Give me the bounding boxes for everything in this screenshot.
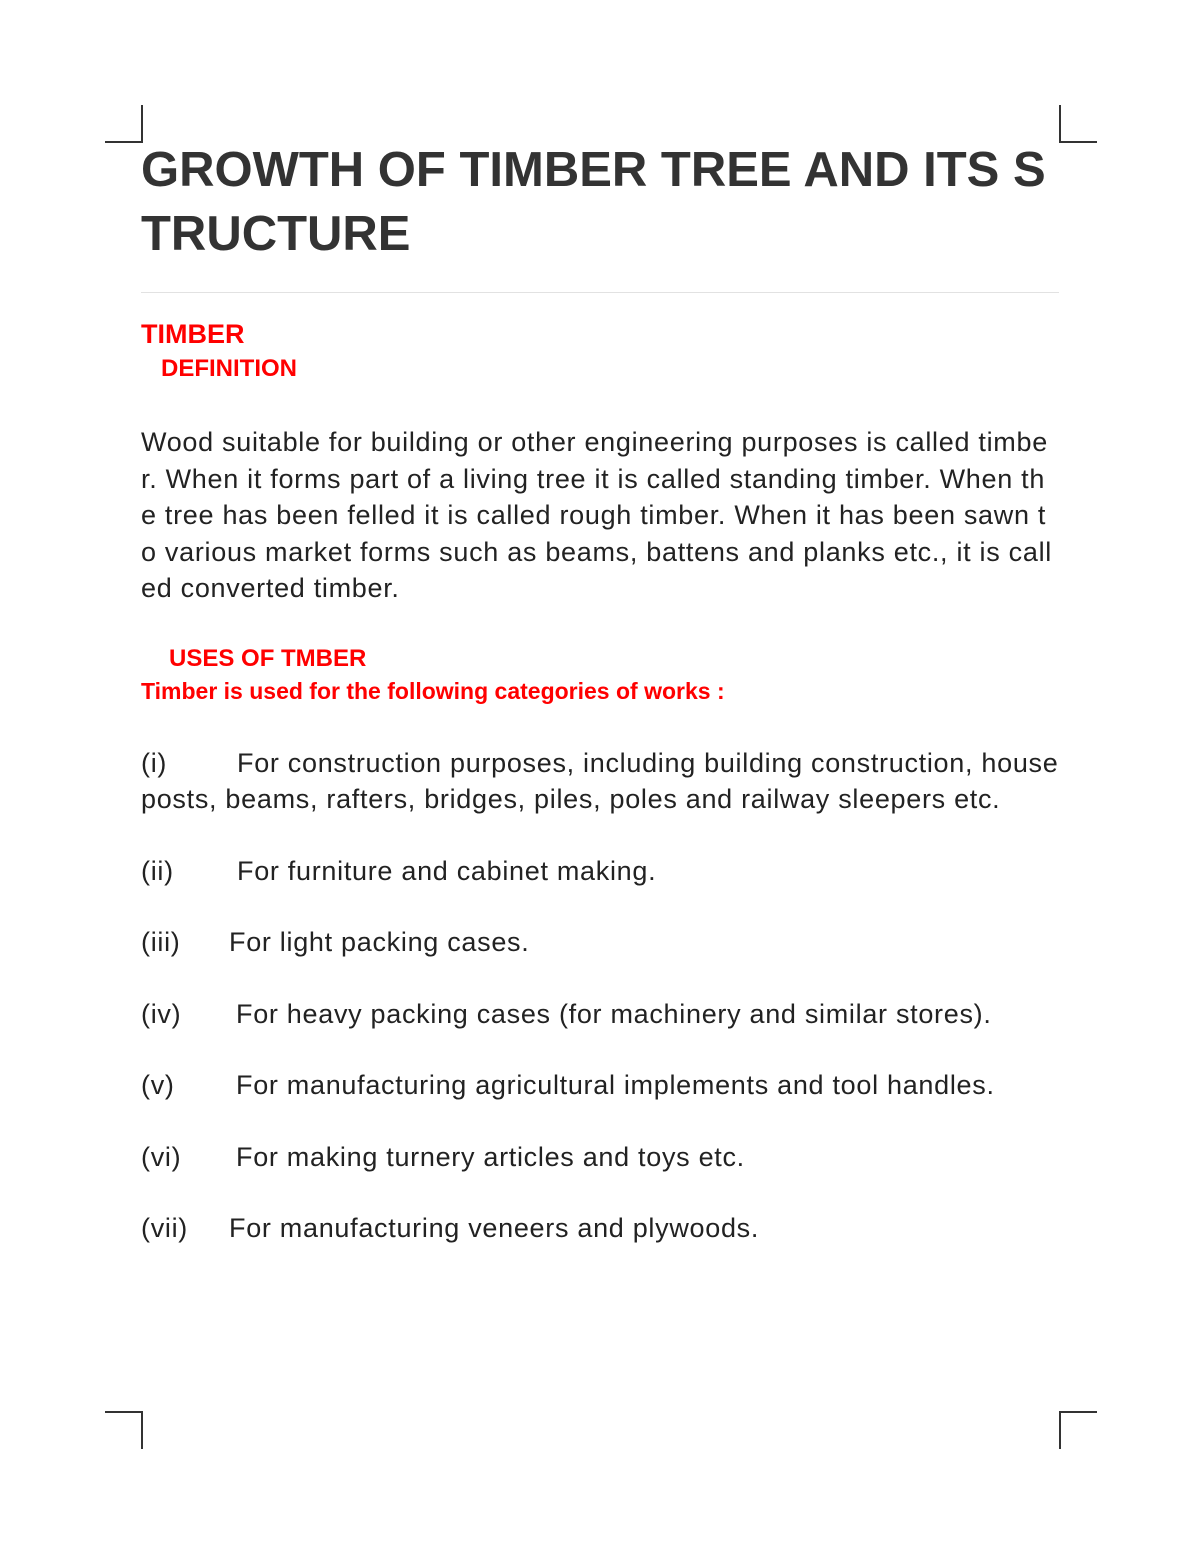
list-item-text: For heavy packing cases (for machinery and similar stores). xyxy=(236,998,992,1029)
uses-list xyxy=(141,745,1059,1247)
uses-intro: Timber is used for the following categories of works : xyxy=(141,677,725,704)
list-item-text: For manufacturing agricultural implements and tool handles. xyxy=(236,1070,995,1100)
list-item xyxy=(141,853,1059,890)
list-item xyxy=(141,745,1059,818)
crop-mark-top-left xyxy=(105,105,143,143)
subheading-uses: USES OF TMBER xyxy=(169,644,367,672)
list-item-text: For light packing cases. xyxy=(229,927,530,957)
list-item xyxy=(141,924,1059,961)
list-item-number: (ii) xyxy=(141,855,174,886)
title-divider xyxy=(141,292,1059,293)
crop-mark-bottom-right xyxy=(1059,1411,1097,1449)
list-item xyxy=(141,1067,1059,1104)
list-item-number: (v) xyxy=(141,1070,175,1100)
list-item-text: For making turnery articles and toys etc. xyxy=(236,1141,745,1172)
list-item-number: (vi) xyxy=(141,1141,182,1172)
crop-mark-top-right xyxy=(1059,105,1097,143)
list-item xyxy=(141,996,1059,1033)
crop-mark-bottom-left xyxy=(105,1411,143,1449)
subheading-definition: DEFINITION xyxy=(161,355,297,382)
list-item-number: (i) xyxy=(141,747,168,778)
definition-paragraph: Wood suitable for building or other engineering purposes is called timber. When it forms part of a living tree it is called standing timber. When the tree has been felled it is called rough timber. When it has been sawn to various market forms such as beams, battens and planks etc., it is called converted timber. xyxy=(141,427,1052,603)
page-title: GROWTH OF TIMBER TREE AND ITS STRUCTURE xyxy=(141,143,1046,261)
list-item-text: For furniture and cabinet making. xyxy=(237,855,657,886)
list-item xyxy=(141,1139,1059,1176)
list-item-number: (iii) xyxy=(141,927,181,957)
list-item-text: For construction purposes, including building construction, houseposts, beams, rafters, bridges, piles, poles and railway sleepers etc. xyxy=(141,747,1059,814)
list-item-number: (iv) xyxy=(141,998,182,1029)
list-item-number: (vii) xyxy=(141,1213,188,1243)
section-heading-timber: TIMBER xyxy=(141,319,245,349)
page-content xyxy=(141,138,1059,1282)
list-item-text: For manufacturing veneers and plywoods. xyxy=(229,1213,760,1243)
list-item xyxy=(141,1210,1059,1247)
